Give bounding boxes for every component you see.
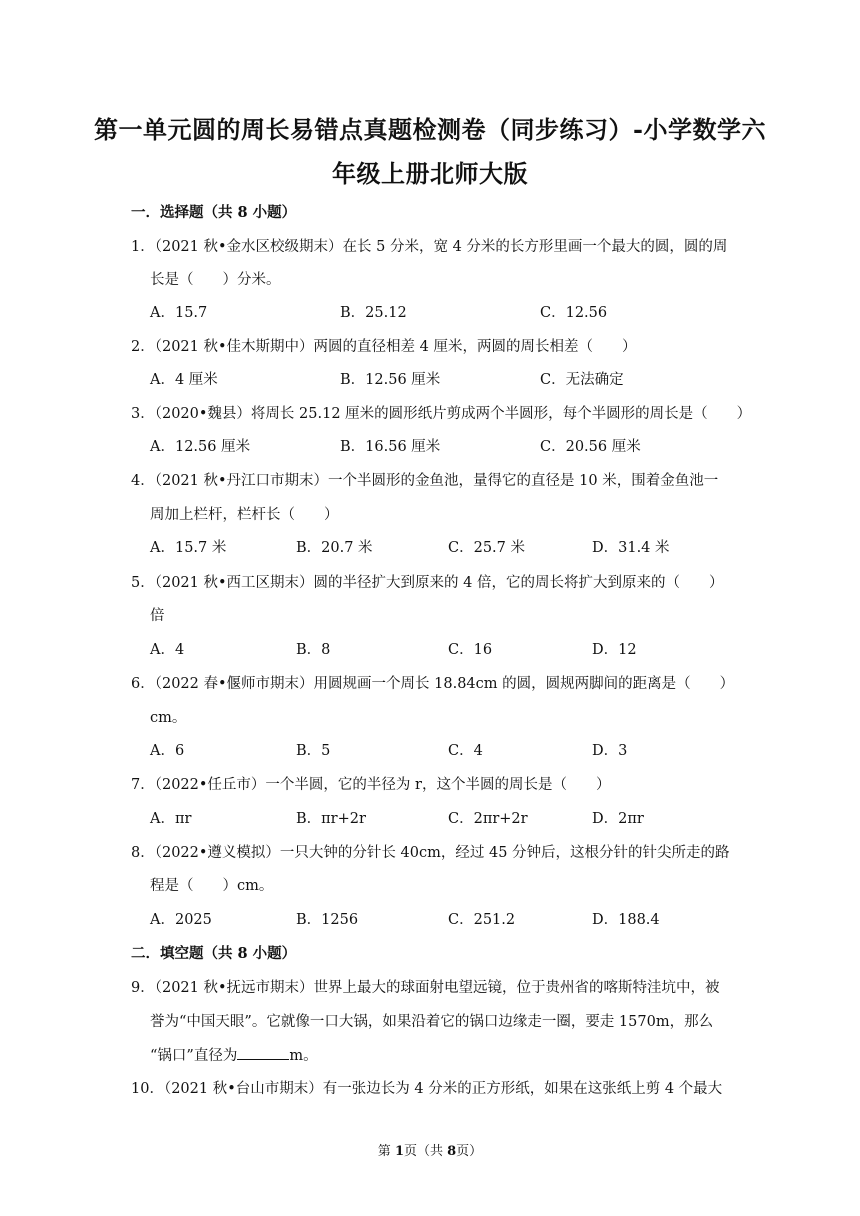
- option-c: C．2πr+2r: [448, 811, 528, 827]
- option-c: C．16: [448, 642, 493, 658]
- footer-middle: 页（共: [403, 1144, 448, 1159]
- question-4-line-1: 4．（2021 秋•丹江口市期末）一个半圆形的金鱼池，量得它的直径是 10 米，围着金鱼池一: [131, 473, 719, 489]
- page-footer: [0, 1140, 860, 1159]
- footer-prefix: 第: [377, 1144, 395, 1159]
- option-b: B．πr+2r: [296, 811, 366, 827]
- question-9-text-after-blank: m。: [289, 1048, 318, 1064]
- question-9-line-3: [150, 1045, 750, 1066]
- question-8-line-1: 8．（2022•遵义模拟）一只大钟的分针长 40cm，经过 45 分钟后，这根分针的针尖所走的路: [131, 845, 730, 861]
- option-b: B．20.7 米: [296, 540, 373, 556]
- option-c: C．251.2: [448, 912, 516, 928]
- section-heading-fill-in: 二．填空题（共 8 小题）: [131, 945, 297, 962]
- question-9-text-before-blank: “锅口”直径为: [150, 1048, 238, 1064]
- option-d: D．12: [592, 642, 637, 658]
- option-b: B．1256: [296, 912, 359, 928]
- question-3-options: [150, 437, 750, 457]
- question-6-options: [150, 741, 750, 761]
- option-a: A．πr: [150, 811, 192, 827]
- question-7-options: [150, 809, 750, 829]
- document-title-line-1: 第一单元圆的周长易错点真题检测卷（同步练习）-小学数学六: [94, 115, 766, 144]
- option-a: A．4: [150, 642, 185, 658]
- footer-total-pages: 8: [447, 1144, 457, 1159]
- question-1-line-2: 长是（ ）分米。: [150, 272, 281, 288]
- question-8-options: [150, 910, 750, 930]
- option-a: A．15.7 米: [150, 540, 227, 556]
- question-6-line-1: 6．（2022 春•偃师市期末）用圆规画一个周长 18.84cm 的圆，圆规两脚间的距离是（ ）: [131, 676, 735, 692]
- question-2-options: [150, 370, 750, 390]
- answer-blank[interactable]: [237, 1045, 289, 1060]
- option-b: B．25.12: [340, 305, 407, 321]
- option-b: B．12.56 厘米: [340, 372, 441, 388]
- question-4-options: [150, 538, 750, 558]
- option-a: A．12.56 厘米: [150, 439, 251, 455]
- question-5-line-2: 倍: [150, 608, 165, 624]
- option-b: B．16.56 厘米: [340, 439, 441, 455]
- question-8-line-2: 程是（ ）cm。: [150, 878, 274, 894]
- option-d: D．2πr: [592, 811, 644, 827]
- question-3-line-1: 3．（2020•魏县）将周长 25.12 厘米的圆形纸片剪成两个半圆形，每个半圆形的周长是（ ）: [131, 406, 752, 422]
- option-b: B．5: [296, 743, 331, 759]
- question-1-line-1: 1．（2021 秋•金水区校级期末）在长 5 分米，宽 4 分米的长方形里画一个最大的圆，圆的周: [131, 239, 728, 255]
- section-heading-choice: 一．选择题（共 8 小题）: [131, 204, 297, 221]
- question-1-options: [150, 303, 750, 323]
- question-5-options: [150, 640, 750, 660]
- question-2-line-1: 2．（2021 秋•佳木斯期中）两圆的直径相差 4 厘米，两圆的周长相差（ ）: [131, 339, 637, 355]
- option-d: D．188.4: [592, 912, 660, 928]
- footer-suffix: 页）: [456, 1144, 483, 1159]
- option-d: D．3: [592, 743, 628, 759]
- option-c: C．25.7 米: [448, 540, 525, 556]
- question-9-line-2: 誉为“中国天眼”。它就像一口大锅，如果沿着它的锅口边缘走一圈，要走 1570m，那么: [150, 1014, 714, 1030]
- question-4-line-2: 周加上栏杆，栏杆长（ ）: [150, 507, 339, 523]
- footer-page-number: 1: [394, 1144, 404, 1159]
- question-9-line-1: 9．（2021 秋•抚远市期末）世界上最大的球面射电望远镜，位于贵州省的喀斯特洼坑中，被: [131, 980, 720, 996]
- question-6-line-2: cm。: [150, 710, 187, 726]
- option-c: C．无法确定: [540, 372, 624, 388]
- question-5-line-1: 5．（2021 秋•西工区期末）圆的半径扩大到原来的 4 倍，它的周长将扩大到原来的（ ）: [131, 575, 724, 591]
- option-a: A．15.7: [150, 305, 208, 321]
- question-10-line-1: 10．（2021 秋•台山市期末）有一张边长为 4 分米的正方形纸，如果在这张纸上剪 4 个最大: [131, 1081, 723, 1097]
- option-c: C．20.56 厘米: [540, 439, 641, 455]
- option-a: A．6: [150, 743, 185, 759]
- option-b: B．8: [296, 642, 331, 658]
- option-c: C．4: [448, 743, 483, 759]
- option-a: A．2025: [150, 912, 212, 928]
- option-c: C．12.56: [540, 305, 608, 321]
- question-7-line-1: 7．（2022•任丘市）一个半圆，它的半径为 r，这个半圆的周长是（ ）: [131, 777, 611, 793]
- option-d: D．31.4 米: [592, 540, 670, 556]
- option-a: A．4 厘米: [150, 372, 218, 388]
- document-title-line-2: 年级上册北师大版: [332, 159, 528, 188]
